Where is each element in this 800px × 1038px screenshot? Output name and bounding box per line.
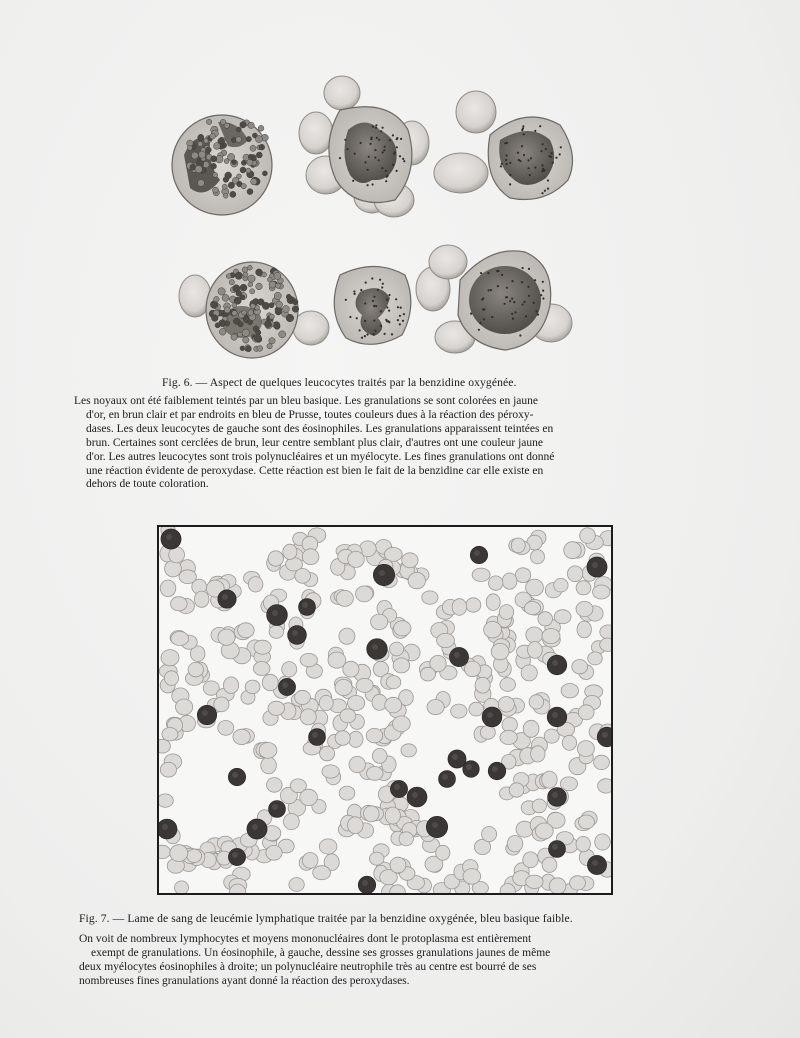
fig7-caption-line: deux myélocytes éosinophiles à droite; un polynucléaire neutrophile très au centre est bourré de ses xyxy=(79,960,537,973)
fig7-blood-smear xyxy=(159,527,611,893)
fig6-caption-line: Les noyaux ont été faiblement teintés par un bleu basique. Les granulations se sont colorées en jaune xyxy=(74,395,539,407)
fig7-blood-smear-frame xyxy=(157,525,613,895)
fig7-caption-line: exempt de granulations. Un éosinophile, à gauche, dessine ses grosses granulations jaunes de même xyxy=(91,946,551,959)
fig6-caption-line: d'or, en brun clair et par endroits en bleu de Prusse, toutes couleurs dues à la réaction des péroxy- xyxy=(86,408,534,421)
fig7-caption-body xyxy=(79,933,719,989)
fig6-caption-line: dehors de toute coloration. xyxy=(86,478,209,491)
fig6-caption-title: Fig. 6. — Aspect de quelques leucocytes traités par la benzidine oxygénée. xyxy=(162,376,517,389)
fig6-caption-line: d'or. Les autres leucocytes sont trois polynucléaires et un myélocyte. Les fines granulations ont donné xyxy=(86,450,555,463)
fig6-caption-body xyxy=(74,395,724,492)
fig6-caption-line: une réaction évidente de peroxydase. Cette réaction est bien le fait de la benzidine car elle existe en xyxy=(86,464,544,477)
fig6-caption-line: dases. Les deux leucocytes de gauche sont des éosinophiles. Les granulations apparaissent teintées en xyxy=(86,422,554,435)
fig7-caption-line: nombreuses fines granulations ayant donné la réaction des peroxydases. xyxy=(79,974,410,987)
fig6-illustration xyxy=(150,60,620,370)
fig7-caption-title: Fig. 7. — Lame de sang de leucémie lymphatique traitée par la benzidine oxygénée, bleu basique faible. xyxy=(79,912,573,925)
fig6-caption-line: brun. Certaines sont cerclées de brun, leur centre semblant plus clair, d'autres ont une couleur jaune xyxy=(86,436,543,449)
fig7-caption-line: On voit de nombreux lymphocytes et moyens mononucléaires dont le protoplasma est entièrement xyxy=(79,933,532,945)
polynuclear-cell xyxy=(329,107,412,203)
